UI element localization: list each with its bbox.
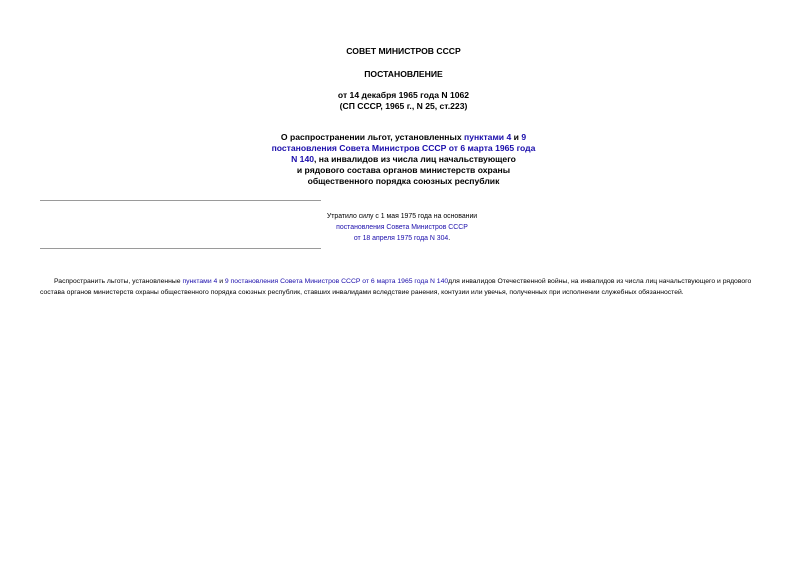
- body-and: и: [217, 277, 225, 285]
- title-line-1: [0, 132, 807, 143]
- repeal-note: [252, 211, 552, 244]
- note-line-1: Утратило силу с 1 мая 1975 года на основании: [326, 213, 478, 220]
- note-link-decree-date[interactable]: от 18 апреля 1975 года N 304: [353, 235, 449, 242]
- body-text-after: для инвалидов Отечественной войны, на инвалидов из числа лиц начальствующего и рядового состава органов министерств охраны общественного порядка союзных республик, ставших инвалидами вследствие ранения, контузии или увечья, полученных при исполнении служебных обязанностей.: [40, 277, 752, 297]
- title-link-point-9[interactable]: 9: [521, 132, 527, 142]
- body-paragraph: [40, 276, 770, 299]
- title-link-points-4[interactable]: пунктами 4: [464, 132, 512, 142]
- title-block: [0, 132, 807, 187]
- title-link-decree[interactable]: постановления Совета Министров СССР от 6 марта 1965 года: [271, 143, 536, 153]
- note-line-2: [252, 222, 552, 233]
- note-top-divider: [40, 200, 321, 201]
- document-type-heading: ПОСТАНОВЛЕНИЕ: [364, 69, 443, 79]
- title-line-3: [0, 154, 807, 165]
- note-bottom-divider: [40, 248, 321, 249]
- title-and: и: [511, 132, 522, 142]
- body-link-points-4[interactable]: пунктами 4: [182, 277, 218, 285]
- title-line-2: [0, 143, 807, 154]
- title-text-1: О распространении льгот, установленных: [280, 132, 464, 142]
- issuer-heading: СОВЕТ МИНИСТРОВ СССР: [346, 46, 461, 56]
- title-line-5: общественного порядка союзных республик: [307, 176, 500, 186]
- title-text-3: , на инвалидов из числа лиц начальствующего: [314, 154, 516, 164]
- note-link-decree[interactable]: постановления Совета Министров СССР: [336, 224, 468, 231]
- title-line-4: и рядового состава органов министерств охраны: [296, 165, 511, 175]
- body-text-before: Распространить льготы, установленные: [54, 277, 183, 285]
- body-link-decree[interactable]: 9 постановления Совета Министров СССР от 6 марта 1965 года N 140: [224, 277, 449, 285]
- source-line: (СП СССР, 1965 г., N 25, ст.223): [339, 101, 468, 111]
- date-line: от 14 декабря 1965 года N 1062: [337, 90, 470, 100]
- note-line-3: [252, 233, 552, 244]
- note-tail: .: [448, 235, 451, 242]
- title-link-decree-number[interactable]: N 140: [291, 154, 315, 164]
